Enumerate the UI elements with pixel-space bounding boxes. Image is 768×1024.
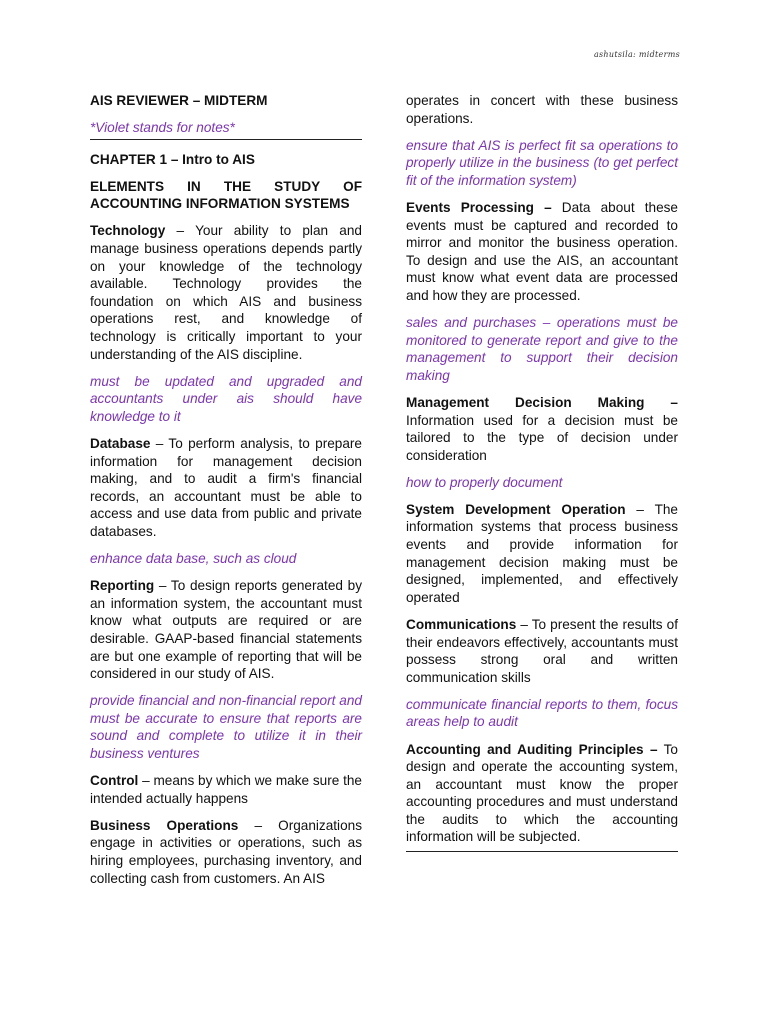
chapter-heading: CHAPTER 1 – Intro to AIS (90, 152, 255, 168)
reporting-paragraph (90, 577, 362, 683)
communications-paragraph (406, 616, 678, 686)
communications-text: – To present the results of their endeavors effectively, accountants must possess strong oral and written communication skills (406, 616, 678, 685)
accounting-text: To design and operate the accounting system, an accountant must know the proper accounting procedures and must understand the audits to which the accounting information will be subjected. (406, 741, 678, 845)
system-development-term: System Development Operation (406, 501, 626, 517)
elements-heading: ELEMENTS IN THE STUDY OF ACCOUNTING INFORMATION SYSTEMS (90, 178, 362, 212)
communications-note: communicate financial reports to them, focus areas help to audit (406, 696, 678, 730)
document-title: AIS REVIEWER – MIDTERM (90, 93, 268, 108)
events-term: Events Processing – (406, 199, 552, 215)
technology-text: – Your ability to plan and manage business operations depends partly on your knowledge of the technology available. Technology provides the foundation on which AIS and business operations rest, and knowledge of technology is critically important to your understanding of the AIS discipline. (90, 223, 362, 362)
business-operations-paragraph (90, 817, 362, 887)
reporting-term: Reporting (90, 578, 155, 594)
database-paragraph (90, 435, 362, 541)
reporting-text: – To design reports generated by an information system, the accountant must know what outputs are required or are desirable. GAAP-based financial statements are but one example of reporting that will be considered in our study of AIS. (90, 578, 362, 682)
management-text: Information used for a decision must be tailored to the type of decision under consideration (406, 412, 678, 463)
management-term: Management Decision Making – (406, 394, 678, 410)
database-term: Database (90, 436, 151, 451)
events-note: sales and purchases – operations must be monitored to generate report and give to the management to support their decision making (406, 315, 678, 383)
communications-term: Communications (406, 616, 517, 632)
technology-term: Technology (90, 223, 166, 239)
control-text: – means by which we make sure the intended actually happens (90, 773, 362, 806)
control-term: Control (90, 773, 139, 789)
business-operations-note: ensure that AIS is perfect fit sa operations to properly utilize in the business (to get perfect fit of the information system) (406, 137, 678, 188)
events-paragraph (406, 199, 678, 305)
events-text: Data about these events must be captured and recorded to mirror and monitor the business operation. To design and use the AIS, an accountant must know what event data are processed and how they are processed. (406, 199, 678, 303)
database-note: enhance data base, such as cloud (90, 551, 297, 567)
left-column (90, 92, 362, 897)
header-note: ashutsila: midterms (593, 50, 680, 59)
accounting-paragraph (406, 741, 678, 853)
system-development-paragraph (406, 501, 678, 607)
reporting-note: provide financial and non-financial report and must be accurate to ensure that reports are sound and complete to utilize it in their business ventures (90, 693, 362, 761)
continuation-text: operates in concert with these business operations. (406, 93, 678, 126)
technology-paragraph (90, 222, 362, 363)
system-development-text: – The information systems that process business events and provide information for management decision making must be designed, implemented, and effectively operated (406, 501, 678, 605)
management-note: how to properly document (406, 474, 563, 490)
control-paragraph (90, 772, 362, 807)
accounting-term: Accounting and Auditing Principles – (406, 741, 658, 757)
business-operations-text: – Organizations engage in activities or operations, such as hiring employees, purchasing inventory, and collecting cash from customers. An AIS (90, 817, 362, 886)
business-operations-term: Business Operations (90, 817, 239, 833)
right-column (406, 92, 678, 862)
technology-note: must be updated and upgraded and accountants under ais should have knowledge to it (90, 373, 362, 424)
management-paragraph (406, 394, 678, 464)
database-text: – To perform analysis, to prepare information for management decision making, and to audit a firm's financial records, an accountant must be able to access and use data from public and private databases. (90, 436, 362, 539)
violet-legend-note: *Violet stands for notes* (90, 119, 362, 141)
